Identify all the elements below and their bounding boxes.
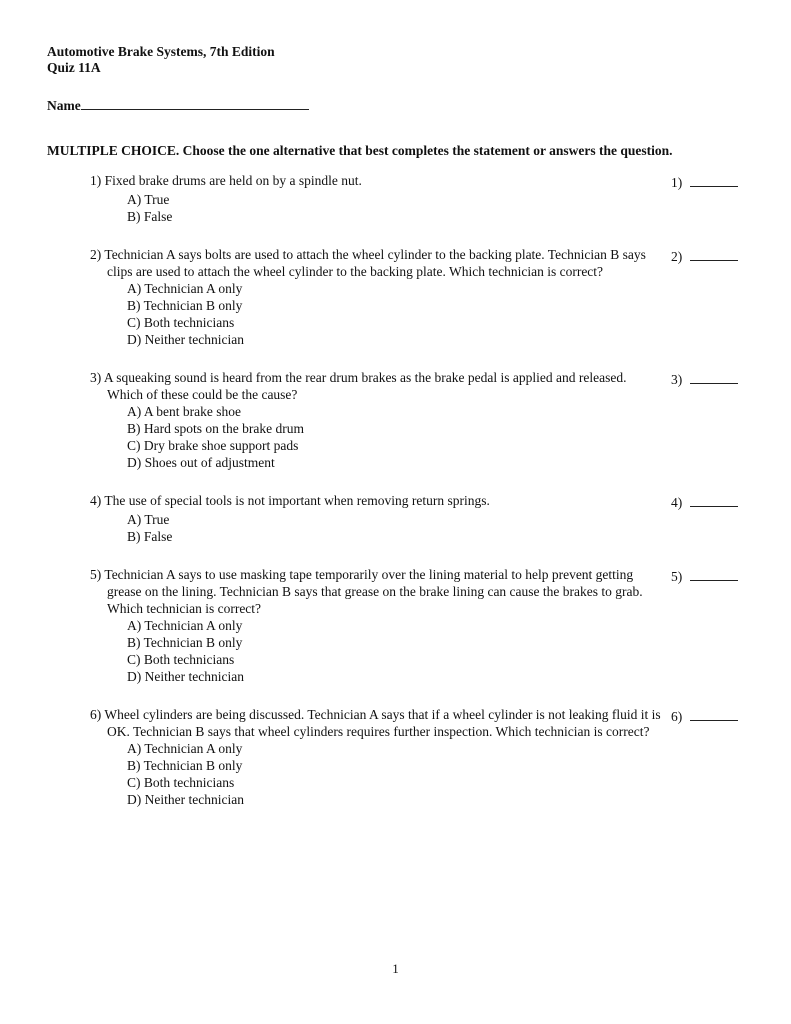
answer-slot — [665, 369, 745, 388]
answer-number: 3) — [671, 372, 683, 387]
choice: D) Neither technician — [127, 792, 244, 807]
question-text: Technician A says bolts are used to attach the wheel cylinder to the backing plate. Technician B says clips are used to attach the wheel cylinder to the backing plate. Which technician is correct? — [104, 247, 646, 279]
choice: A) Technician A only — [127, 741, 243, 756]
question — [90, 369, 745, 471]
choices — [127, 403, 745, 471]
answer-number: 4) — [671, 495, 683, 510]
question — [90, 566, 745, 685]
name-row — [47, 96, 745, 114]
choice: A) A bent brake shoe — [127, 404, 241, 419]
choices — [127, 511, 745, 545]
question-text: Wheel cylinders are being discussed. Technician A says that if a wheel cylinder is not leaking fluid it is OK. Technician B says that wheel cylinders requires further inspection. Which technician is correct? — [104, 707, 661, 739]
choice: B) Hard spots on the brake drum — [127, 421, 304, 436]
question — [90, 706, 745, 808]
question — [90, 246, 745, 348]
instructions: MULTIPLE CHOICE. Choose the one alternative that best completes the statement or answers the question. — [47, 143, 673, 158]
choices — [127, 191, 745, 225]
question-text-block — [90, 172, 665, 189]
question-text-block — [90, 706, 665, 740]
question-text-block — [90, 246, 665, 280]
answer-number: 2) — [671, 249, 683, 264]
choice: D) Shoes out of adjustment — [127, 455, 275, 470]
question-text-block — [90, 369, 665, 403]
answer-blank-line — [690, 172, 738, 187]
answer-blank-line — [690, 706, 738, 721]
answer-blank-line — [690, 566, 738, 581]
question-text: Technician A says to use masking tape temporarily over the lining material to help prevent getting grease on the lining. Technician B says that grease on the brake lining can cause the brakes to grab. Which technician is correct? — [104, 567, 643, 616]
choice: C) Both technicians — [127, 652, 235, 667]
page-footer — [0, 961, 791, 977]
quiz-number: Quiz 11A — [47, 60, 101, 75]
choice: B) Technician B only — [127, 298, 243, 313]
question-number: 4) — [90, 493, 102, 508]
question-number: 1) — [90, 173, 102, 188]
document-header — [47, 44, 745, 76]
choice: B) False — [127, 209, 173, 224]
choice: C) Both technicians — [127, 775, 235, 790]
answer-number: 6) — [671, 709, 683, 724]
choice: C) Dry brake shoe support pads — [127, 438, 299, 453]
answer-slot — [665, 246, 745, 265]
choice: A) Technician A only — [127, 281, 243, 296]
answer-slot — [665, 706, 745, 725]
question-text: A squeaking sound is heard from the rear drum brakes as the brake pedal is applied and released. Which of these could be the cause? — [103, 370, 627, 402]
choice: A) True — [127, 192, 170, 207]
name-blank-line — [81, 96, 309, 110]
question-number: 6) — [90, 707, 102, 722]
choice: B) Technician B only — [127, 758, 243, 773]
choice: B) Technician B only — [127, 635, 243, 650]
page-number: 1 — [392, 961, 399, 976]
choice: B) False — [127, 529, 173, 544]
choice: C) Both technicians — [127, 315, 235, 330]
choice: D) Neither technician — [127, 332, 244, 347]
answer-slot — [665, 566, 745, 585]
question-number: 5) — [90, 567, 102, 582]
answer-number: 5) — [671, 569, 683, 584]
answer-slot — [665, 172, 745, 191]
questions — [90, 172, 745, 808]
answer-blank-line — [690, 492, 738, 507]
question-text: Fixed brake drums are held on by a spindle nut. — [104, 173, 362, 188]
question — [90, 492, 745, 545]
choices — [127, 740, 745, 808]
document-title: Automotive Brake Systems, 7th Edition — [47, 44, 275, 59]
question-text: The use of special tools is not important when removing return springs. — [104, 493, 490, 508]
question-text-block — [90, 566, 665, 617]
choices — [127, 617, 745, 685]
choice: D) Neither technician — [127, 669, 244, 684]
name-label: Name — [47, 98, 81, 113]
question — [90, 172, 745, 225]
choice: A) Technician A only — [127, 618, 243, 633]
choice: A) True — [127, 512, 170, 527]
question-number: 2) — [90, 247, 102, 262]
answer-blank-line — [690, 369, 738, 384]
answer-number: 1) — [671, 175, 683, 190]
answer-blank-line — [690, 246, 738, 261]
question-number: 3) — [90, 370, 102, 385]
question-text-block — [90, 492, 665, 509]
choices — [127, 280, 745, 348]
answer-slot — [665, 492, 745, 511]
